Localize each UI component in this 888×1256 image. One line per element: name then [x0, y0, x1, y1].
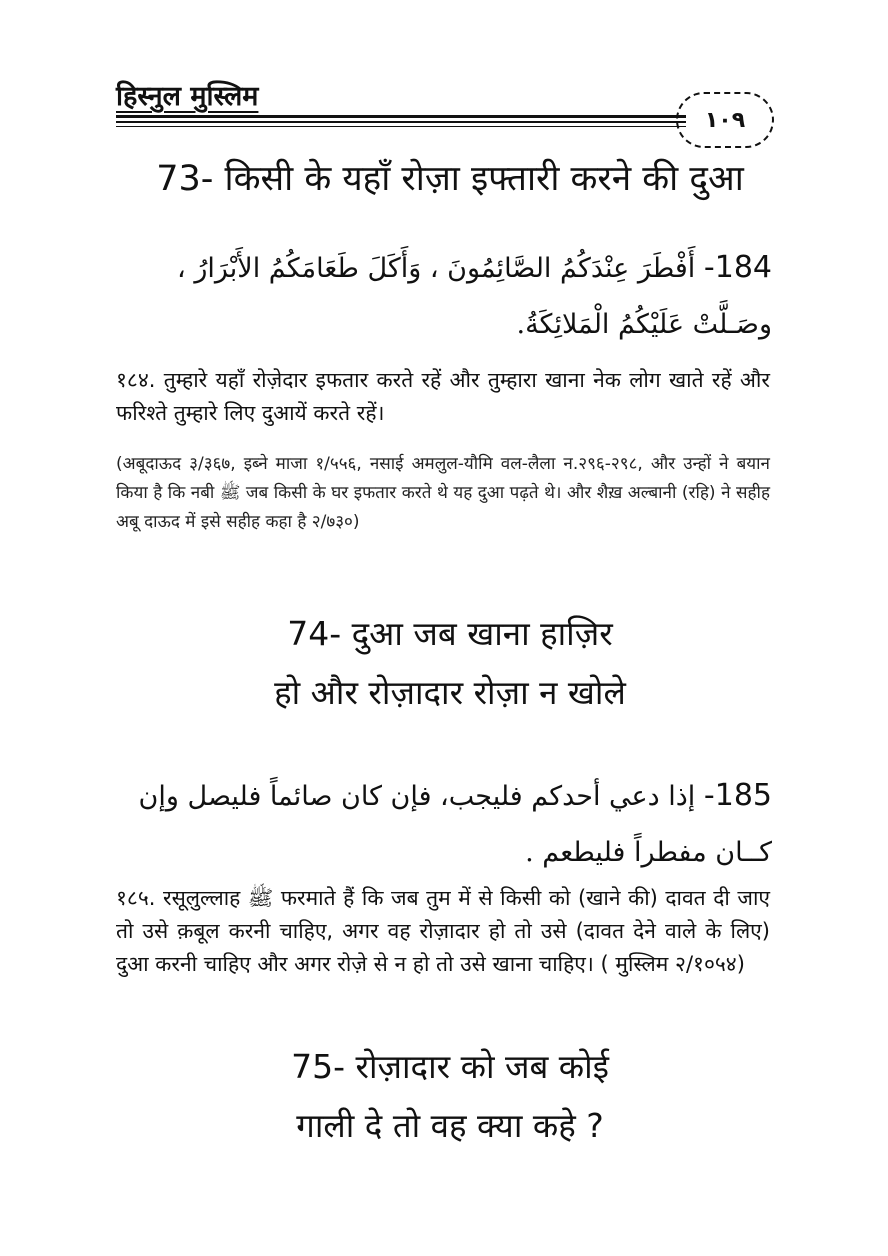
section-heading-75-line2: गाली दे तो वह क्या कहे ? [296, 1106, 604, 1145]
section-heading-74-line1: 74- दुआ जब खाना हाज़िर [287, 614, 613, 653]
section-heading-74-line2: हो और रोज़ादार रोज़ा न खोले [274, 673, 626, 712]
arabic-dua-185 [108, 768, 772, 881]
header-rule [116, 121, 686, 123]
header-rule [116, 126, 686, 127]
arabic-text: إذا دعي أحدكم فليجب، فإن كان صائماً فليصل وإن كــان مفطراً فليطعم . [138, 781, 772, 868]
section-heading-75-line1: 75- रोज़ादार को जब कोई [291, 1047, 609, 1086]
arabic-text: أَفْطَرَ عِنْدَكُمُ الصَّائِمُونَ ، وَأَكَلَ طَعَامَكُمُ الأَبْرَارُ ، وصَـلَّتْ عَلَيْكُمُ الْمَلائِكَةُ. [177, 253, 772, 340]
section-heading-73: 73- किसी के यहाँ रोज़ा इफ्तारी करने की दुआ [156, 159, 744, 199]
translation-185: १८५. रसूलुल्लाह ﷺ फरमाते हैं कि जब तुम में से किसी को (खाने की) दावत दी जाए तो उसे क़बूल करनी चाहिए, अगर वह रोज़ादार हो तो उसे (दावत देने वाले के लिए) दुआ करनी चाहिए और अगर रोज़े से न हो तो उसे खाना चाहिए। ( मुस्लिम २/१०५४) [116, 886, 771, 976]
dua-number: 184- [703, 250, 772, 285]
translation-184: १८४. तुम्हारे यहाँ रोज़ेदार इफतार करते रहें और तुम्हारा खाना नेक लोग खाते रहें और फरिश्ते तुम्हारे लिए दुआयें करते रहें। [116, 368, 770, 425]
dua-number: 185- [703, 778, 772, 813]
header-rule [116, 115, 686, 118]
arabic-dua-184 [108, 240, 772, 353]
reference-184: (अबूदाऊद ३/३६७, इब्ने माजा १/५५६, नसाई अमलुल-यौमि वल-लैला न.२९६-२९८, और उन्हों ने बयान किया है कि नबी ﷺ जब किसी के घर इफतार करते थे यह दुआ पढ़ते थे। और शैख़ अल्बानी (रहि) ने सहीह अबू दाऊद में इसे सहीह कहा है २/७३०) [116, 454, 770, 532]
page-number-badge [676, 92, 774, 148]
page-number: ١٠٩ [704, 107, 746, 133]
book-title: हिस्नुल मुस्लिम [116, 81, 259, 112]
